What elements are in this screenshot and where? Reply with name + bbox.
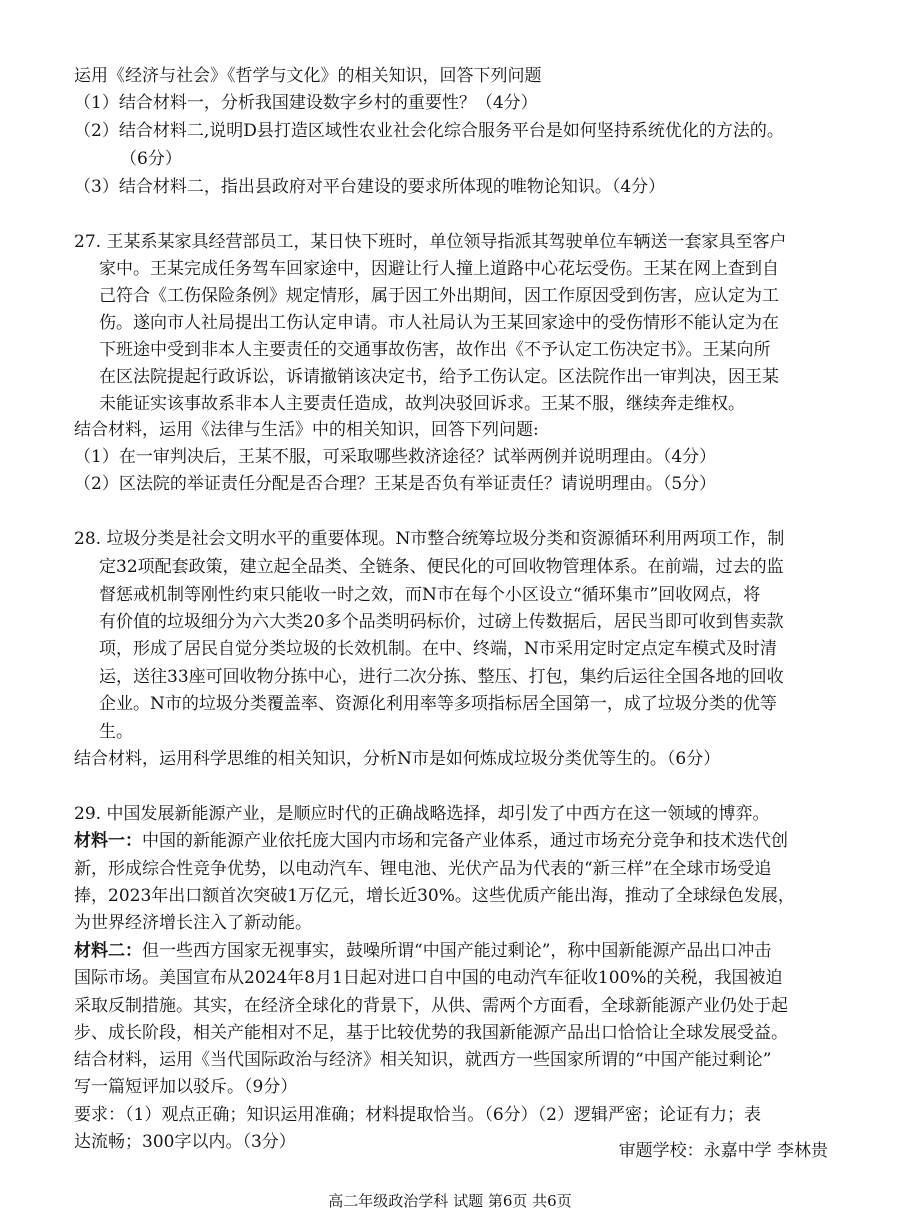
material2-label: 材料二： [74,941,142,961]
q29-ask-cont: 写一篇短评加以驳斥。（9分） [74,1077,298,1097]
q28-line: 督惩戒机制等刚性约束只能收一时之效，而N市在每个小区设立“循环集市”回收网点，将 [99,585,761,605]
q27-line: 在区法院提起行政诉讼，诉请撤销该决定书，给予工伤认定。区法院作出一审判决，因王某 [99,367,779,387]
q28-line: 企业。N市的垃圾分类覆盖率、资源化利用率等多项指标居全国第一，成了垃圾分类的优等 [99,694,777,714]
q29-material2-line: 采取反制措施。其实，在经济全球化的背景下，从供、需两个方面看，全球新能源产业仍处于起 [74,996,788,1016]
q27-line: 己符合《工伤保险条例》规定情形，属于因工外出期间，因工作原因受到伤害，应认定为工 [99,286,779,306]
q28-line: 运，送往33座可回收物分拣中心，进行二次分拣、整压、打包，集约后运往全国各地的回收 [99,667,784,687]
q27-line: 27. 王某系某家具经营部员工，某日快下班时，单位领导指派其驾驶单位车辆送一套家具至客户 [74,232,787,252]
q28-line: 生。 [99,722,133,742]
q27-line: 下班途中受到非本人主要责任的交通事故伤害，故作出《不予认定工伤决定书》。王某向所 [99,340,771,360]
q29-ask: 结合材料，运用《当代国际政治与经济》相关知识，就西方一些国家所谓的“中国产能过剩论” [74,1050,772,1070]
q26-sub3: （3）结合材料二，指出县政府对平台建设的要求所体现的唯物论知识。（4分） [74,177,666,197]
material1-text: 中国的新能源产业依托庞大国内市场和完备产业体系，通过市场充分竞争和技术迭代创 [142,831,788,851]
q29-material2-first-line [0,938,900,964]
q28-line: 有价值的垃圾细分为六大类20多个品类明码标价，过磅上传数据后，居民当即可收到售卖款 [99,612,784,632]
q29-requirements-cont: 达流畅；300字以内。（3分） [74,1132,296,1152]
q29-material1-line: 为世界经济增长注入了新动能。 [74,913,312,933]
q28-ask: 结合材料，运用科学思维的相关知识，分析N市是如何炼成垃圾分类优等生的。（6分） [74,749,721,769]
q26-sub2: （2）结合材料二,说明D县打造区域性农业社会化综合服务平台是如何坚持系统优化的方法的。 [74,121,784,141]
material2-text: 但一些西方国家无视事实，鼓噪所谓“中国产能过剩论”，称中国新能源产品出口冲击 [142,941,772,961]
q29-requirements: 要求：（1）观点正确；知识运用准确；材料提取恰当。（6分）（2）逻辑严密；论证有力；表 [74,1105,761,1125]
q27-sub2: （2）区法院的举证责任分配是否合理？王某是否负有举证责任？请说明理由。（5分） [74,474,717,494]
q26-intro: 运用《经济与社会》《哲学与文化》的相关知识，回答下列问题 [74,66,542,86]
q28-line: 项，形成了居民自觉分类垃圾的长效机制。在中、终端，N市采用定时定点定车模式及时清 [99,639,777,659]
material1-label: 材料一： [74,831,142,851]
q29-material1-line: 新，形成综合性竞争优势，以电动汽车、锂电池、光伏产品为代表的“新三样”在全球市场受追 [74,859,772,879]
q27-line: 伤。遂向市人社局提出工伤认定申请。市人社局认为王某回家途中的受伤情形不能认定为在 [99,313,779,333]
q27-line: 未能证实该事故系非本人主要责任造成，故判决驳回诉求。王某不服，继续奔走维权。 [99,394,745,414]
q29-material1-first-line [0,828,900,854]
q28-line: 28. 垃圾分类是社会文明水平的重要体现。N市整合统筹垃圾分类和资源循环利用两项工作，制 [74,529,785,549]
q29-intro: 29. 中国发展新能源产业，是顺应时代的正确战略选择，却引发了中西方在这一领域的博弈。 [74,804,770,824]
q27-line: 家中。王某完成任务驾车回家途中，因避让行人撞上道路中心花坛受伤。王某在网上查到自 [99,259,779,279]
q29-material1-line: 捧，2023年出口额首次突破1万亿元，增长近30%。这些优质产能出海，推动了全球绿色发展， [74,886,795,906]
q28-line: 定32项配套政策，建立起全品类、全链条、便民化的可回收物管理体系。在前端，过去的监 [99,557,784,577]
q27-ask: 结合材料，运用《法律与生活》中的相关知识，回答下列问题: [74,420,539,440]
q29-material2-line: 国际市场。美国宣布从2024年8月1日起对进口自中国的电动汽车征收100%的关税，我国被迫 [74,968,783,988]
page-footer: 高二年级政治学科 试题 第6页 共6页 [328,1192,572,1210]
q26-sub2-cont: （6分） [120,149,182,169]
q27-sub1: （1）在一审判决后，王某不服，可采取哪些救济途径？试举两例并说明理由。（4分） [74,447,717,467]
review-signature: 审题学校：永嘉中学 李林贵 [618,1141,828,1161]
q26-sub1: （1）结合材料一，分析我国建设数字乡村的重要性？（4分） [74,93,538,113]
q29-material2-line: 步、成长阶段，相关产能相对不足，基于比较优势的我国新能源产品出口恰恰让全球发展受益。 [74,1023,788,1043]
